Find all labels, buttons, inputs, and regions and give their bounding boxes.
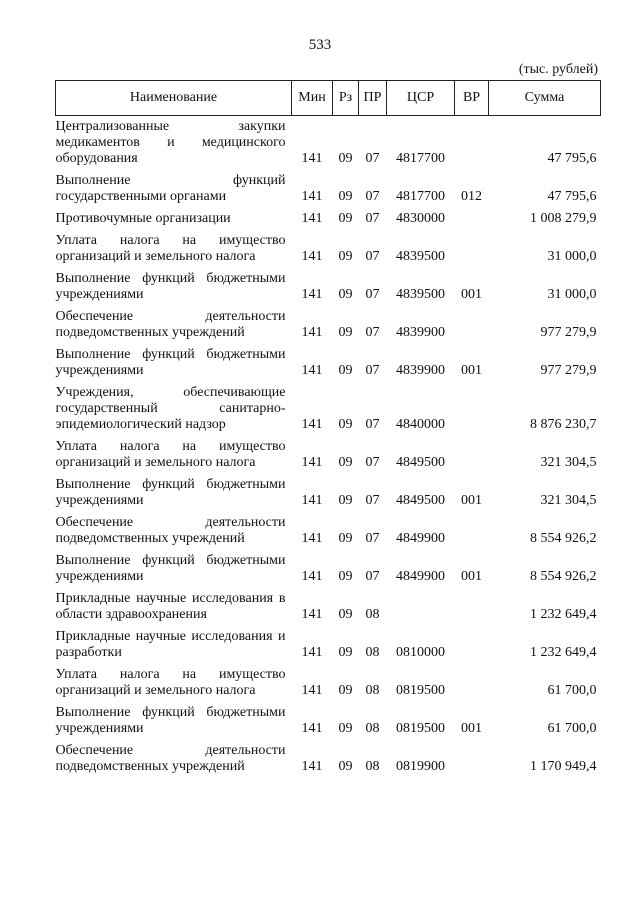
row-pr: 07	[365, 531, 380, 546]
row-sum: 1 232 649,4	[530, 645, 597, 660]
row-csr: 4849900	[396, 531, 445, 546]
row-rz: 09	[338, 759, 353, 774]
row-min: 141	[301, 417, 323, 432]
row-min: 141	[301, 249, 323, 264]
row-pr: 08	[365, 721, 380, 736]
row-csr: 4839900	[396, 363, 445, 378]
row-name: Обеспечение деятельности подведомственных учреждений	[55, 309, 286, 340]
row-pr: 07	[365, 249, 380, 264]
row-rz: 09	[338, 683, 353, 698]
row-min: 141	[301, 189, 323, 204]
row-name: Выполнение функций бюджетными учреждениями	[55, 347, 286, 378]
row-rz: 09	[338, 363, 353, 378]
row-pr: 07	[365, 211, 380, 226]
row-name: Прикладные научные исследования в области здравоохранения	[55, 591, 286, 622]
row-rz: 09	[338, 249, 353, 264]
row-sum: 31 000,0	[547, 287, 597, 302]
row-vr: 001	[461, 363, 482, 378]
row-pr: 08	[365, 759, 380, 774]
row-csr: 4839500	[396, 287, 445, 302]
row-name: Противочумные организации	[55, 211, 231, 226]
row-rz: 09	[338, 721, 353, 736]
row-sum: 47 795,6	[547, 189, 597, 204]
row-rz: 09	[338, 493, 353, 508]
header-vr: ВР	[455, 81, 489, 116]
row-vr	[455, 664, 489, 702]
row-sum: 61 700,0	[547, 721, 597, 736]
row-vr	[455, 116, 489, 171]
row-name: Уплата налога на имущество организаций и земельного налога	[55, 667, 286, 698]
table-row	[56, 436, 601, 474]
row-vr: 001	[461, 493, 482, 508]
row-vr: 001	[461, 569, 482, 584]
row-sum: 1 170 949,4	[530, 759, 597, 774]
table-row	[56, 588, 601, 626]
row-name: Прикладные научные исследования и разработки	[55, 629, 286, 660]
budget-table	[55, 80, 601, 778]
row-pr: 07	[365, 417, 380, 432]
row-name: Выполнение функций бюджетными учреждениями	[55, 705, 286, 736]
row-sum: 47 795,6	[547, 151, 597, 166]
row-min: 141	[301, 683, 323, 698]
header-min: Мин	[292, 81, 333, 116]
row-csr: 4849900	[396, 569, 445, 584]
row-min: 141	[301, 531, 323, 546]
table-row	[56, 268, 601, 306]
row-csr: 0819900	[396, 759, 445, 774]
row-vr	[455, 306, 489, 344]
header-row	[56, 81, 601, 116]
row-min: 141	[301, 211, 323, 226]
row-min: 141	[301, 325, 323, 340]
units-label: (тыс. рублей)	[518, 62, 598, 77]
row-csr: 4817700	[396, 151, 445, 166]
page-number: 533	[308, 37, 332, 53]
row-min: 141	[301, 721, 323, 736]
table-row	[56, 344, 601, 382]
table-row	[56, 702, 601, 740]
row-rz: 09	[338, 607, 353, 622]
row-min: 141	[301, 569, 323, 584]
row-name: Выполнение функций государственными органами	[55, 173, 286, 204]
row-pr: 07	[365, 189, 380, 204]
row-rz: 09	[338, 569, 353, 584]
row-name: Выполнение функций бюджетными учреждениями	[55, 271, 286, 302]
row-vr	[455, 588, 489, 626]
row-rz: 09	[338, 325, 353, 340]
row-name: Уплата налога на имущество организаций и земельного налога	[55, 439, 286, 470]
row-sum: 321 304,5	[540, 493, 597, 508]
row-csr	[387, 588, 455, 626]
table-row	[56, 550, 601, 588]
row-min: 141	[301, 759, 323, 774]
row-vr	[455, 436, 489, 474]
row-csr: 0819500	[396, 721, 445, 736]
header-rz: Рз	[333, 81, 359, 116]
row-csr: 4830000	[396, 211, 445, 226]
table-body	[56, 116, 601, 779]
row-pr: 07	[365, 493, 380, 508]
table-row	[56, 740, 601, 778]
row-csr: 4839900	[396, 325, 445, 340]
row-pr: 07	[365, 151, 380, 166]
table-row	[56, 512, 601, 550]
row-csr: 4840000	[396, 417, 445, 432]
row-pr: 07	[365, 363, 380, 378]
row-name: Централизованные закупки медикаментов и медицинского оборудования	[55, 119, 286, 166]
row-min: 141	[301, 287, 323, 302]
row-pr: 07	[365, 287, 380, 302]
row-sum: 8 554 926,2	[530, 531, 597, 546]
row-sum: 1 008 279,9	[530, 211, 597, 226]
table-row	[56, 382, 601, 436]
row-name: Выполнение функций бюджетными учреждениями	[55, 553, 286, 584]
row-min: 141	[301, 645, 323, 660]
row-min: 141	[301, 151, 323, 166]
row-csr: 0810000	[396, 645, 445, 660]
row-pr: 08	[365, 607, 380, 622]
row-pr: 08	[365, 645, 380, 660]
row-rz: 09	[338, 151, 353, 166]
row-rz: 09	[338, 455, 353, 470]
table-row	[56, 474, 601, 512]
row-name: Выполнение функций бюджетными учреждениями	[55, 477, 286, 508]
row-name: Обеспечение деятельности подведомственных учреждений	[55, 743, 286, 774]
header-pr: ПР	[359, 81, 387, 116]
row-rz: 09	[338, 211, 353, 226]
row-sum: 1 232 649,4	[530, 607, 597, 622]
row-vr	[455, 230, 489, 268]
row-vr	[455, 512, 489, 550]
table-row	[56, 306, 601, 344]
row-name: Учреждения, обеспечивающие государственный санитарно-эпидемиологический надзор	[55, 385, 286, 432]
row-sum: 977 279,9	[540, 363, 597, 378]
row-csr: 0819500	[396, 683, 445, 698]
row-pr: 08	[365, 683, 380, 698]
row-sum: 8 554 926,2	[530, 569, 597, 584]
table-header	[56, 81, 601, 116]
header-csr: ЦСР	[387, 81, 455, 116]
header-sum: Сумма	[489, 81, 601, 116]
row-csr: 4817700	[396, 189, 445, 204]
row-pr: 07	[365, 325, 380, 340]
row-vr	[455, 740, 489, 778]
table-row	[56, 626, 601, 664]
row-sum: 61 700,0	[547, 683, 597, 698]
row-csr: 4839500	[396, 249, 445, 264]
table-row	[56, 208, 601, 230]
row-name: Обеспечение деятельности подведомственных учреждений	[55, 515, 286, 546]
row-vr	[455, 208, 489, 230]
table-row	[56, 230, 601, 268]
row-min: 141	[301, 493, 323, 508]
row-rz: 09	[338, 417, 353, 432]
row-pr: 07	[365, 455, 380, 470]
row-vr	[455, 626, 489, 664]
row-min: 141	[301, 455, 323, 470]
row-csr: 4849500	[396, 493, 445, 508]
table-row	[56, 664, 601, 702]
row-name: Уплата налога на имущество организаций и земельного налога	[55, 233, 286, 264]
row-vr: 012	[461, 189, 482, 204]
row-csr: 4849500	[396, 455, 445, 470]
row-rz: 09	[338, 189, 353, 204]
row-sum: 8 876 230,7	[530, 417, 597, 432]
row-sum: 321 304,5	[540, 455, 597, 470]
row-rz: 09	[338, 287, 353, 302]
table-row	[56, 116, 601, 171]
row-vr: 001	[461, 721, 482, 736]
table-row	[56, 170, 601, 208]
header-name: Наименование	[56, 81, 292, 116]
row-sum: 31 000,0	[547, 249, 597, 264]
row-pr: 07	[365, 569, 380, 584]
row-vr: 001	[461, 287, 482, 302]
row-rz: 09	[338, 531, 353, 546]
row-sum: 977 279,9	[540, 325, 597, 340]
row-min: 141	[301, 607, 323, 622]
row-min: 141	[301, 363, 323, 378]
row-vr	[455, 382, 489, 436]
row-rz: 09	[338, 645, 353, 660]
